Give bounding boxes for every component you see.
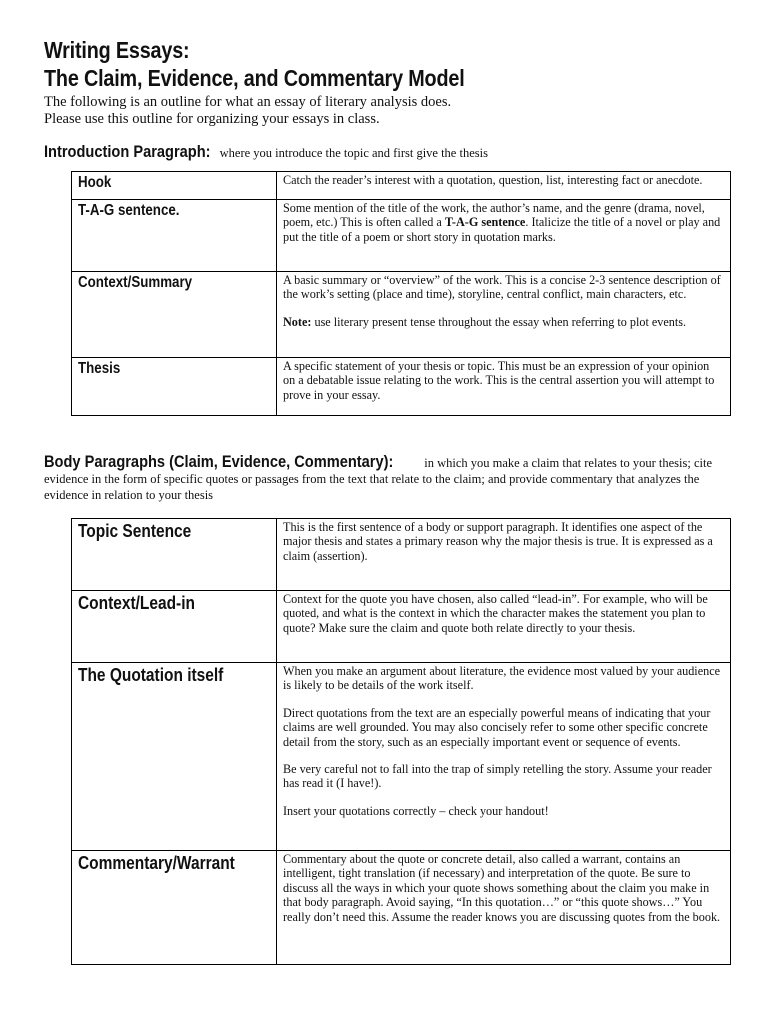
row-description [277,200,731,272]
row-label-cell [72,358,277,416]
desc-paragraph: Direct quotations from the text are an especially powerful means of indicating that your claims are well grounded. You may also concisely refer to some other specific concrete detail from the story, such as an especially important event or sequence of events. [283,705,711,749]
table-row [72,851,731,965]
intro-section-description: where you introduce the topic and first give the thesis [219,146,488,160]
table-row [72,272,731,358]
row-label: Context/Lead-in [78,593,195,613]
page-title-line-2: The Claim, Evidence, and Commentary Model [44,65,465,91]
table-row [72,172,731,200]
intro-section-heading: Introduction Paragraph: [44,142,211,161]
row-description: Catch the reader’s interest with a quotation, question, list, interesting fact or anecdote. [277,172,731,200]
row-label-cell [72,663,277,851]
row-description [277,663,731,851]
document-page [44,36,734,965]
note-label: Note: [283,314,312,329]
row-description: A specific statement of your thesis or topic. This must be an expression of your opinion on a debatable issue relating to the work. This is the central assertion you will attempt to prove in your essay. [277,358,731,416]
desc-paragraph: A basic summary or “overview” of the work. This is a concise 2-3 sentence description of the work’s setting (place and time), storyline, central conflict, main characters, etc. [283,273,721,302]
row-description: Context for the quote you have chosen, also called “lead-in”. For example, who will be quoted, and what is the context in which the character makes the statement you plan to quote? Make sure the claim and quote both relate directly to your thesis. [277,591,731,663]
row-label-cell [72,200,277,272]
body-section-header [44,454,734,503]
intro-section-header [44,142,734,163]
row-description: This is the first sentence of a body or support paragraph. It identifies one aspect of the major thesis and states a primary reason why the major thesis is true. It is expressed as a claim (assertion). [277,519,731,591]
desc-note [283,315,724,329]
desc-text: . Italicize the title of a novel or play and put the title of a poem or short story in quotation marks. [283,215,721,244]
row-label: Commentary/Warrant [78,853,235,873]
page-title-line-1: Writing Essays: [44,37,190,63]
row-description [277,272,731,358]
table-row [72,358,731,416]
row-label-cell [72,519,277,591]
table-row [72,200,731,272]
table-row [72,591,731,663]
desc-paragraph: Insert your quotations correctly – check your handout! [283,803,549,818]
body-outline-table [71,518,731,965]
row-label-cell [72,272,277,358]
row-label-cell [72,591,277,663]
row-label: The Quotation itself [78,665,224,685]
row-label: Hook [78,174,112,191]
row-label-cell [72,851,277,965]
body-section-description: in which you make a claim that relates to your thesis; cite evidence in the form of specific quotes or passages from the text that relate to the claim; and provide commentary that analyzes the evidence in relation to your thesis [44,456,712,502]
row-label-cell [72,172,277,200]
desc-paragraph: When you make an argument about literature, the evidence most valued by your audience is likely to be details of the work itself. [283,664,721,693]
intro-outline-table [71,171,731,416]
desc-text: Some mention of the title of the work, the author’s name, and the genre (drama, novel, poem, etc.) This is often called a [283,201,705,230]
intro-line-2: Please use this outline for organizing your essays in class. [44,111,380,127]
row-label: T-A-G sentence. [78,202,180,219]
row-description: Commentary about the quote or concrete detail, also called a warrant, contains an intelligent, tight translation (if necessary) and interpretation of the quote. Be sure to discuss all the ways in which your quote shows something about the claim you make in that body paragraph. Avoid saying, “In this quotation…” or “this quote shows…” You really don’t need this. Assume the reader knows you are discussing quotes from the book. [277,851,731,965]
note-text: use literary present tense throughout the essay when referring to plot events. [311,314,687,329]
row-label: Context/Summary [78,274,193,291]
intro-paragraph [44,94,734,128]
table-row [72,519,731,591]
body-section-heading: Body Paragraphs (Claim, Evidence, Commentary): [44,452,394,471]
intro-line-1: The following is an outline for what an essay of literary analysis does. [44,94,452,110]
desc-bold-term: T-A-G sentence [444,215,526,230]
desc-paragraph: Be very careful not to fall into the trap of simply retelling the story. Assume your reader has read it (I have!). [283,762,712,791]
row-label: Thesis [78,360,121,377]
table-row [72,663,731,851]
row-label: Topic Sentence [78,521,192,541]
